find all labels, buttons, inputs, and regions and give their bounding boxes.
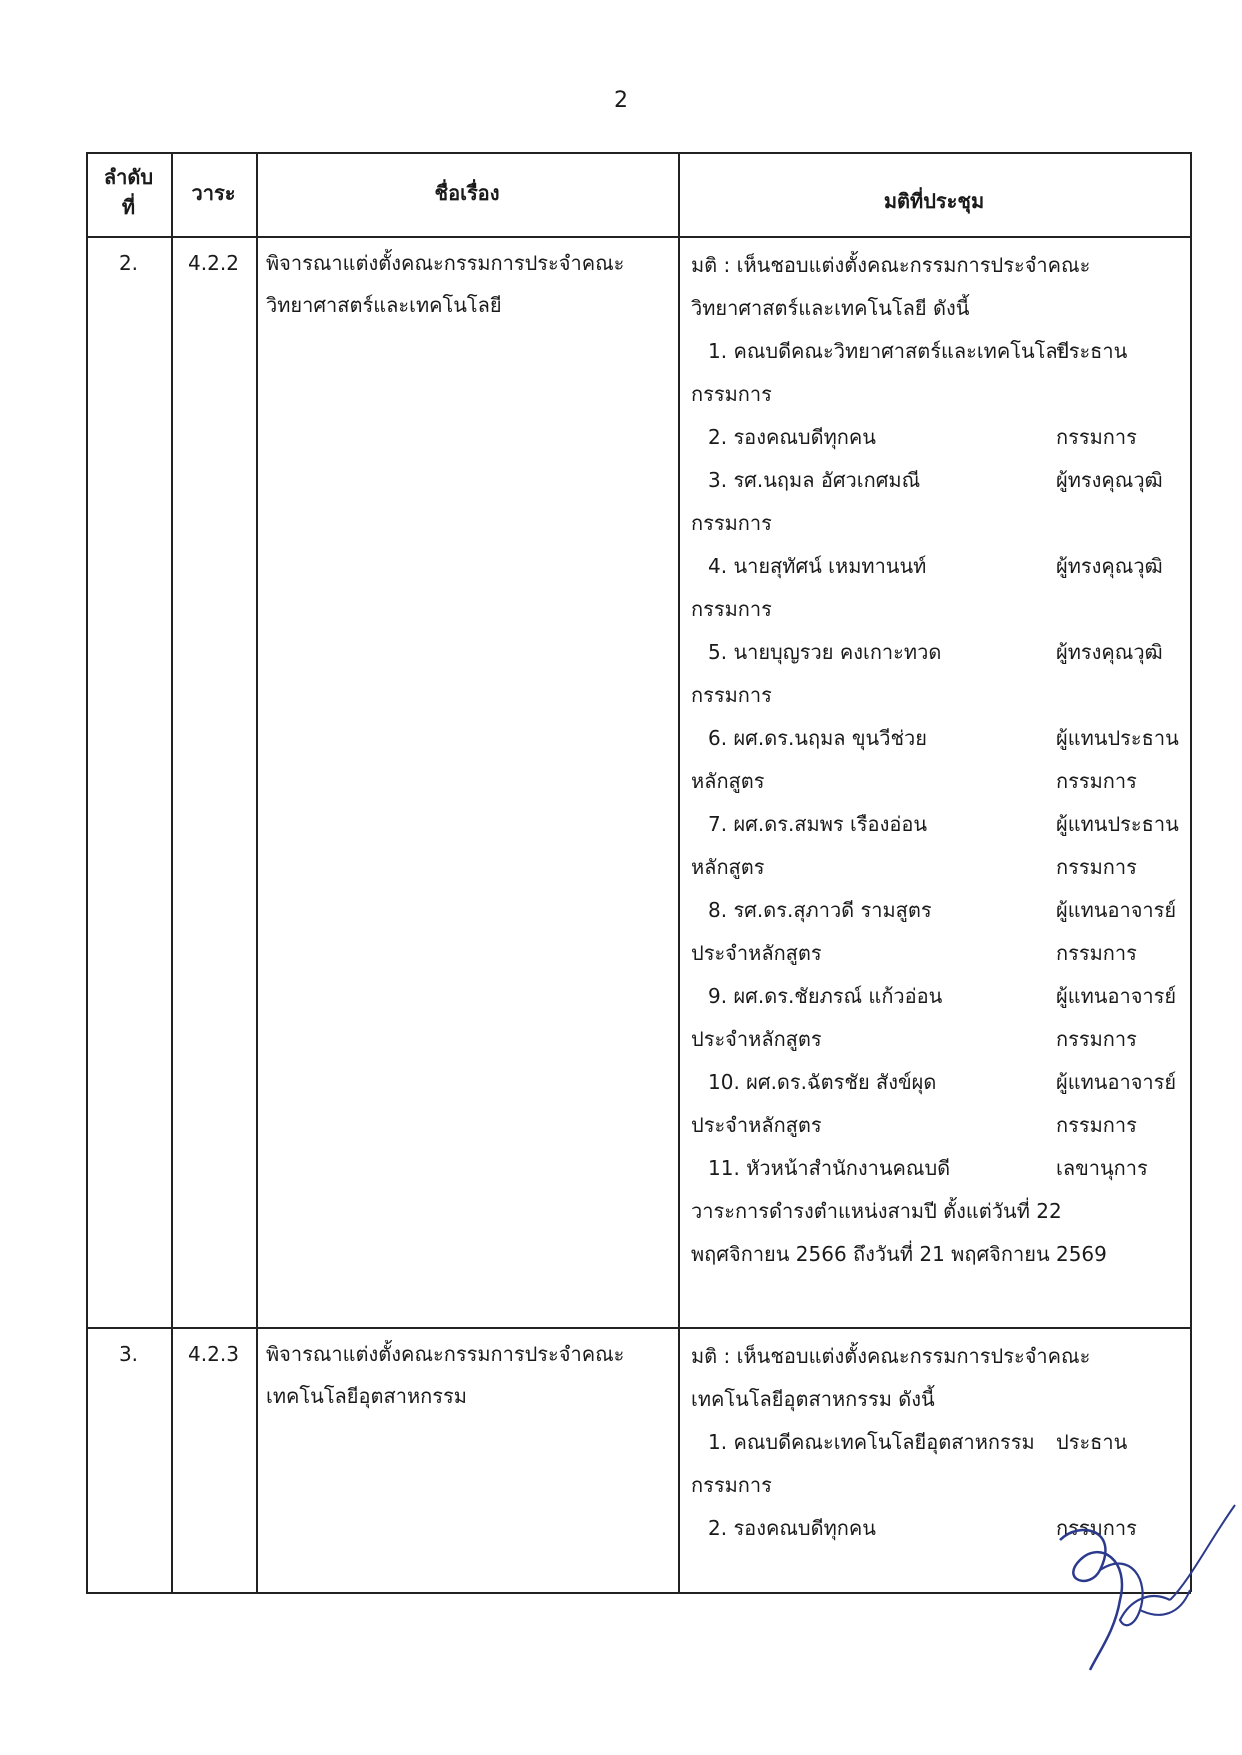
col-border-3 xyxy=(678,152,680,1592)
resolution-line xyxy=(691,545,1181,588)
resolution-text: 3. รศ.นฤมล อัศวเกศมณี xyxy=(708,468,921,492)
resolution-role: ผู้ทรงคุณวุฒิ xyxy=(1056,554,1163,578)
resolution-line xyxy=(691,889,1181,932)
resolution-text: ประจำหลักสูตร xyxy=(691,941,822,965)
resolution-line xyxy=(691,1018,1181,1061)
resolution-line xyxy=(691,1061,1181,1104)
col-border-right xyxy=(1190,152,1192,1592)
resolution-text: กรรมการ xyxy=(691,597,772,621)
resolution-line xyxy=(691,1190,1181,1233)
row-2-title xyxy=(266,1333,671,1417)
resolution-line xyxy=(691,459,1181,502)
resolution-line xyxy=(691,1421,1181,1464)
resolution-text: มติ : เห็นชอบแต่งตั้งคณะกรรมการประจำคณะ xyxy=(691,1344,1091,1368)
row-1-title xyxy=(266,242,671,326)
resolution-line xyxy=(691,1104,1181,1147)
resolution-text: 8. รศ.ดร.สุภาวดี รามสูตร xyxy=(708,898,932,922)
row-divider xyxy=(86,1327,1191,1329)
resolution-role: ผู้ทรงคุณวุฒิ xyxy=(1056,468,1163,492)
resolution-text: กรรมการ xyxy=(691,683,772,707)
page-number: 2 xyxy=(614,88,628,113)
resolution-line xyxy=(691,330,1181,373)
resolution-role: ผู้แทนอาจารย์ xyxy=(1056,1070,1177,1094)
resolution-role: กรรมการ xyxy=(1056,855,1137,879)
resolution-text: กรรมการ xyxy=(691,511,772,535)
row-1-resolution xyxy=(691,244,1181,1276)
col-border-2 xyxy=(256,152,258,1592)
resolution-role: ผู้ทรงคุณวุฒิ xyxy=(1056,640,1163,664)
resolution-role: กรรมการ xyxy=(1056,1113,1137,1137)
header-resolution: มติที่ประชุม xyxy=(883,189,985,213)
resolution-text: หลักสูตร xyxy=(691,855,765,879)
resolution-text: 4. นายสุทัศน์ เหมทานนท์ xyxy=(708,554,927,578)
row-1-title-line-2: วิทยาศาสตร์และเทคโนโลยี xyxy=(266,293,502,317)
resolution-role: ประธาน xyxy=(1056,1430,1128,1454)
resolution-text: 2. รองคณบดีทุกคน xyxy=(708,1516,876,1540)
resolution-role: ประธาน xyxy=(1056,339,1128,363)
resolution-text: 11. หัวหน้าสำนักงานคณบดี xyxy=(708,1156,951,1180)
resolution-role: ผู้แทนประธาน xyxy=(1056,812,1179,836)
resolution-line xyxy=(691,631,1181,674)
resolution-line xyxy=(691,244,1181,287)
resolution-text: 1. คณบดีคณะวิทยาศาสตร์และเทคโนโลยี xyxy=(708,339,1070,363)
row-2-agenda: 4.2.3 xyxy=(188,1342,239,1366)
resolution-text: หลักสูตร xyxy=(691,769,765,793)
resolution-text: ประจำหลักสูตร xyxy=(691,1027,822,1051)
resolution-role: กรรมการ xyxy=(1056,425,1137,449)
resolution-text: วาระการดำรงตำแหน่งสามปี ตั้งแต่วันที่ 22 xyxy=(691,1199,1062,1223)
resolution-text: 7. ผศ.ดร.สมพร เรืองอ่อน xyxy=(708,812,928,836)
resolution-line xyxy=(691,1147,1181,1190)
resolution-role: ผู้แทนอาจารย์ xyxy=(1056,984,1177,1008)
resolution-text: กรรมการ xyxy=(691,1473,772,1497)
resolution-line xyxy=(691,416,1181,459)
resolution-text: ประจำหลักสูตร xyxy=(691,1113,822,1137)
resolution-role: เลขานุการ xyxy=(1056,1156,1148,1180)
col-border-left xyxy=(86,152,88,1592)
resolution-text: 9. ผศ.ดร.ชัยภรณ์ แก้วอ่อน xyxy=(708,984,943,1008)
header-bottom-border xyxy=(86,236,1191,238)
header-title: ชื่อเรื่อง xyxy=(434,181,500,205)
resolution-text: เทคโนโลยีอุตสาหกรรม ดังนี้ xyxy=(691,1387,935,1411)
row-2-title-line-2: เทคโนโลยีอุตสาหกรรม xyxy=(266,1384,467,1408)
resolution-text: มติ : เห็นชอบแต่งตั้งคณะกรรมการประจำคณะ xyxy=(691,253,1091,277)
resolution-line xyxy=(691,502,1181,545)
resolution-line xyxy=(691,846,1181,889)
resolution-text: 10. ผศ.ดร.ฉัตรชัย สังข์ผุด xyxy=(708,1070,937,1094)
resolution-text: 6. ผศ.ดร.นฤมล ขุนวีช่วย xyxy=(708,726,927,750)
resolution-line xyxy=(691,932,1181,975)
resolution-text: พฤศจิกายน 2566 ถึงวันที่ 21 พฤศจิกายน 2569 xyxy=(691,1242,1107,1266)
resolution-line xyxy=(691,1233,1181,1276)
resolution-line xyxy=(691,717,1181,760)
resolution-text: กรรมการ xyxy=(691,382,772,406)
table-top-border xyxy=(86,152,1191,154)
resolution-line xyxy=(691,674,1181,717)
resolution-line xyxy=(691,287,1181,330)
signature-image xyxy=(1040,1500,1240,1700)
resolution-line xyxy=(691,588,1181,631)
resolution-role: ผู้แทนประธาน xyxy=(1056,726,1179,750)
resolution-role: กรรมการ xyxy=(1056,769,1137,793)
resolution-text: วิทยาศาสตร์และเทคโนโลยี ดังนี้ xyxy=(691,296,970,320)
row-2-no: 3. xyxy=(118,1342,139,1366)
col-border-1 xyxy=(171,152,173,1592)
minutes-table xyxy=(86,152,1191,1592)
row-1-agenda: 4.2.2 xyxy=(188,251,239,275)
row-1-title-line-1: พิจารณาแต่งตั้งคณะกรรมการประจำคณะ xyxy=(266,251,625,275)
header-no: ลำดับ ที่ xyxy=(103,165,154,219)
resolution-text: 1. คณบดีคณะเทคโนโลยีอุตสาหกรรม xyxy=(708,1430,1035,1454)
resolution-text: 2. รองคณบดีทุกคน xyxy=(708,425,876,449)
header-agenda: วาระ xyxy=(191,181,236,205)
resolution-line xyxy=(691,803,1181,846)
resolution-text: 5. นายบุญรวย คงเกาะทวด xyxy=(708,640,942,664)
resolution-role: กรรมการ xyxy=(1056,1027,1137,1051)
resolution-line xyxy=(691,1378,1181,1421)
row-1-no: 2. xyxy=(118,251,139,275)
resolution-role: กรรมการ xyxy=(1056,941,1137,965)
resolution-line xyxy=(691,975,1181,1018)
table-bottom-border xyxy=(86,1592,1191,1594)
resolution-role: ผู้แทนอาจารย์ xyxy=(1056,898,1177,922)
resolution-line xyxy=(691,1335,1181,1378)
resolution-role: กรรมการ xyxy=(1056,1516,1137,1540)
resolution-line xyxy=(691,760,1181,803)
row-2-title-line-1: พิจารณาแต่งตั้งคณะกรรมการประจำคณะ xyxy=(266,1342,625,1366)
resolution-line xyxy=(691,373,1181,416)
